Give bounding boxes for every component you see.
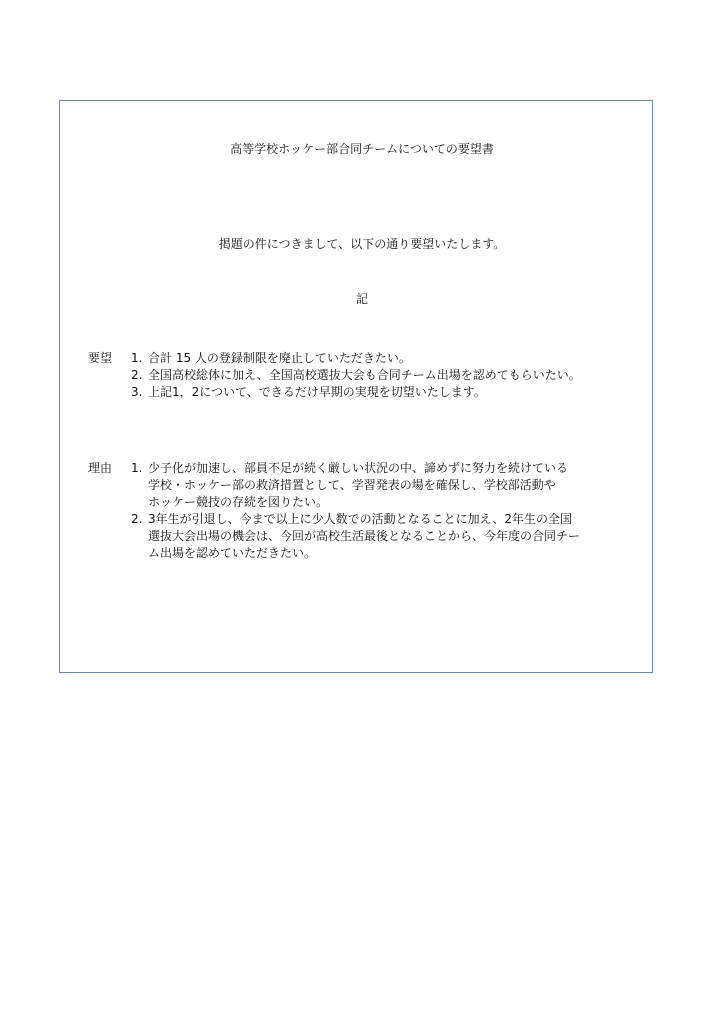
requests-list bbox=[131, 350, 631, 401]
ki-heading: 記 bbox=[355, 292, 368, 306]
request-item bbox=[131, 367, 631, 384]
reasons-list bbox=[131, 460, 631, 562]
requests-label: 要望 bbox=[88, 351, 113, 365]
document-title: 高等学校ホッケー部合同チームについての要望書 bbox=[230, 142, 494, 156]
intro-text: 掲題の件につきまして、以下の通り要望いたします。 bbox=[218, 237, 506, 251]
item-text bbox=[148, 511, 631, 562]
reason-item bbox=[131, 460, 631, 511]
item-number: 1. bbox=[131, 461, 143, 475]
request-item bbox=[131, 384, 631, 401]
item-number: 2. bbox=[131, 512, 143, 526]
item-text bbox=[148, 350, 631, 367]
item-text bbox=[148, 367, 631, 384]
item-line: ホッケー競技の存続を図りたい。 bbox=[148, 495, 329, 509]
item-text bbox=[148, 460, 631, 511]
item-line: 学校・ホッケー部の救済措置として、学習発表の場を確保し、学校部活動や bbox=[148, 478, 556, 492]
item-line: 選抜大会出場の機会は、今回が高校生活最後となることから、今年度の合同チー bbox=[148, 529, 581, 543]
item-line: ム出場を認めていただきたい。 bbox=[148, 546, 317, 560]
request-item bbox=[131, 350, 631, 367]
item-line: 3年生が引退し、今まで以上に少人数での活動となることに加え、2年生の全国 bbox=[148, 512, 572, 526]
item-text bbox=[148, 384, 631, 401]
item-line: 上記1，2について、できるだけ早期の実現を切望いたします。 bbox=[148, 385, 486, 399]
item-number: 2. bbox=[131, 368, 143, 382]
reasons-label: 理由 bbox=[88, 461, 113, 475]
reason-item bbox=[131, 511, 631, 562]
item-line: 合計 15 人の登録制限を廃止していただきたい。 bbox=[148, 351, 411, 365]
item-number: 1. bbox=[131, 351, 143, 365]
item-line: 少子化が加速し、部員不足が続く厳しい状況の中、諦めずに努力を続けている bbox=[148, 461, 569, 475]
item-line: 全国高校総体に加え、全国高校選抜大会も合同チーム出場を認めてもらいたい。 bbox=[148, 368, 581, 382]
item-number: 3. bbox=[131, 385, 143, 399]
